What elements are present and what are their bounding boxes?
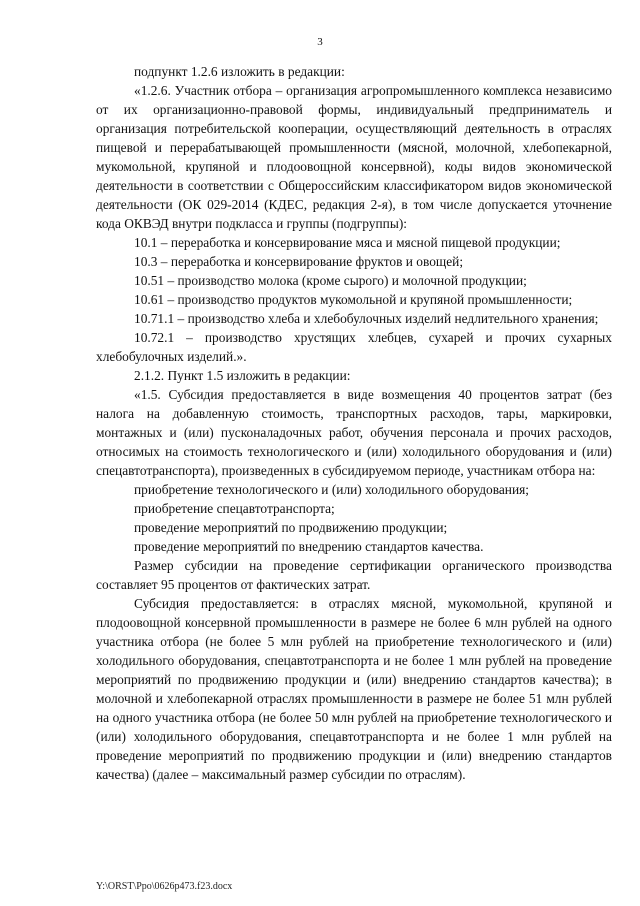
page-number: 3 — [317, 36, 323, 48]
paragraph-1-2-6: «1.2.6. Участник отбора – организация агропромышленного комплекса независимо от их организационно-правовой формы, индивидуальный предприниматель и организация потребительской кооперации, осуществляющий деятельность в отраслях пищевой и перерабатывающей промышленности (мясной, молочной, хлебопекарной, мукомольной, крупяной и плодоовощной консервной), коды видов экономической деятельности в соответствии с Общероссийским классификатором видов экономической деятельности (ОК 029-2014 (КДЕС, редакция 2-я), в том числе допускается уточнение кода ОКВЭД внутри подкласса и группы (подгруппы): — [96, 83, 612, 231]
list-item-quality: проведение мероприятий по внедрению стандартов качества. — [134, 539, 484, 554]
list-item-equipment: приобретение технологического и (или) холодильного оборудования; — [134, 482, 530, 497]
paragraph-okved-10-72-1: 10.72.1 – производство хрустящих хлебцев, сухарей и прочих сухарных хлебобулочных изделий.». — [96, 330, 612, 364]
list-item-transport: приобретение спецавтотранспорта; — [134, 501, 335, 516]
paragraph-okved-10-71-1: 10.71.1 – производство хлеба и хлебобулочных изделий недлительного хранения; — [134, 311, 599, 326]
paragraph-1-5: «1.5. Субсидия предоставляется в виде возмещения 40 процентов затрат (без налога на добавленную стоимость, транспортных расходов, тары, маркировки, монтажных и (или) пусконаладочных работ, обучения персонала и прочих расходов, относимых на стоимость технологического и (или) холодильного оборудования и (или) спецавтотранспорта), произведенных в субсидируемом периоде, участникам отбора на: — [96, 387, 612, 478]
paragraph-2-1-2: 2.1.2. Пункт 1.5 изложить в редакции: — [134, 368, 351, 383]
paragraph-okved-10-3: 10.3 – переработка и консервирование фруктов и овощей; — [134, 254, 464, 269]
paragraph-organic-certification: Размер субсидии на проведение сертификации органического производства составляет 95 процентов от фактических затрат. — [96, 558, 612, 592]
paragraph-okved-10-51: 10.51 – производство молока (кроме сырого) и молочной продукции; — [134, 273, 527, 288]
paragraph-okved-10-61: 10.61 – производство продуктов мукомольной и крупяной промышленности; — [134, 292, 573, 307]
document-body — [96, 62, 612, 784]
paragraph-subsidy-limits: Субсидия предоставляется: в отраслях мясной, мукомольной, крупяной и плодоовощной консервной промышленности в размере не более 6 млн рублей на одного участника отбора (не более 5 млн рублей на приобретение технологического и (или) холодильного оборудования, спецавтотранспорта и не более 1 млн рублей на проведение мероприятий по продвижению продукции и (или) внедрению стандартов качества); в молочной и хлебопекарной отраслях промышленности в размере не более 51 млн рублей на одного участника отбора (не более 50 млн рублей на приобретение технологического и (или) холодильного оборудования, спецавтотранспорта и не более 1 млн рублей на проведение мероприятий по продвижению продукции и (или) внедрению стандартов качества) (далее – максимальный размер субсидии по отраслям). — [96, 596, 612, 782]
paragraph-okved-10-1: 10.1 – переработка и консервирование мяса и мясной пищевой продукции; — [134, 235, 561, 250]
list-item-promotion: проведение мероприятий по продвижению продукции; — [134, 520, 448, 535]
paragraph-intro: подпункт 1.2.6 изложить в редакции: — [134, 64, 345, 79]
footer-file-path: Y:\ORST\Ppo\0626p473.f23.docx — [96, 881, 233, 892]
